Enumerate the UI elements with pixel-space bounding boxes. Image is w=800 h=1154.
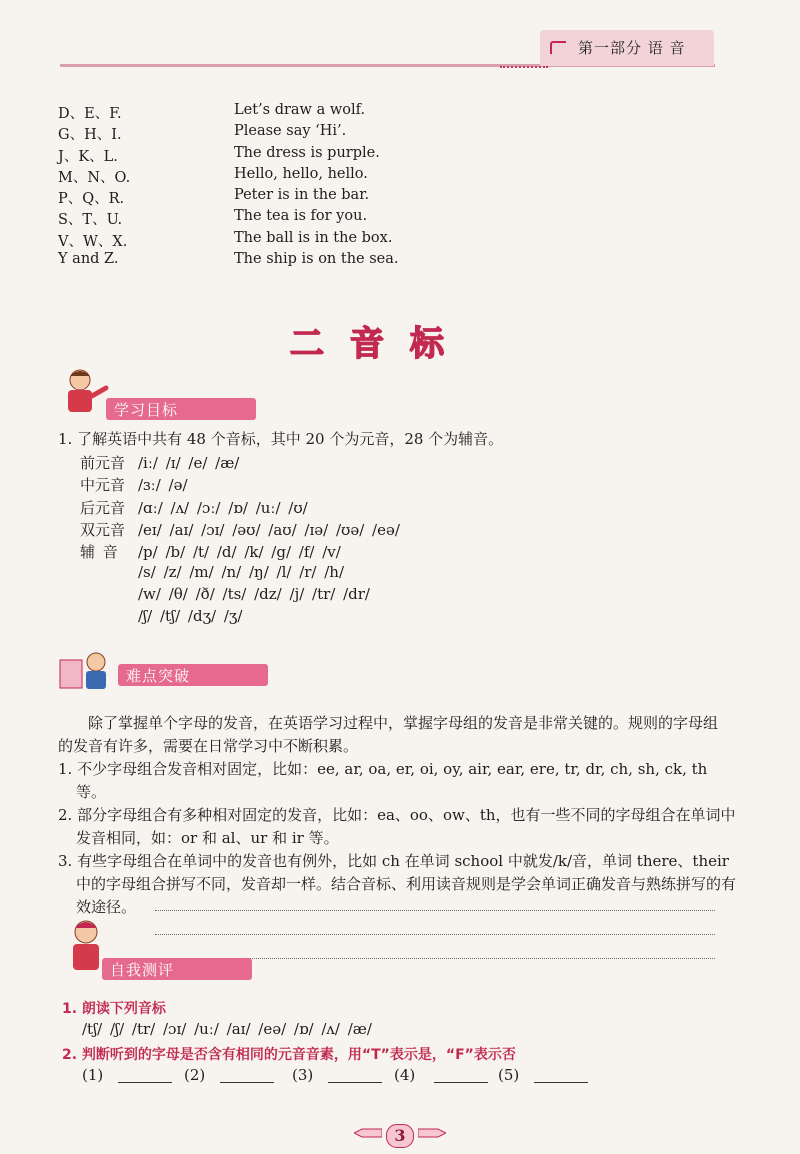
self-test-banner	[102, 958, 252, 980]
letter-row	[58, 251, 478, 271]
example-sentence: The tea is for you.	[234, 208, 368, 224]
answer-blanks	[82, 1066, 642, 1088]
teacher-figure-icon	[60, 366, 110, 418]
answer-blank[interactable]	[534, 1066, 588, 1083]
phonetic-category: 双元音	[80, 521, 126, 539]
phonetic-symbols: /ɑː/ /ʌ/ /ɔː/ /ɒ/ /uː/ /ʊ/	[138, 499, 308, 517]
phonetic-row	[80, 585, 370, 603]
phonetic-row	[80, 452, 239, 473]
difficulty-banner	[118, 664, 268, 686]
phonetic-row	[80, 519, 400, 540]
difficulty-point-2: 2. 部分字母组合有多种相对固定的发音，比如：ea、oo、ow、th，也有一些不同的字母组合在单词中发音相同，如：or 和 al、ur 和 ir 等。	[58, 806, 736, 847]
goals-intro: 1. 了解英语中共有 48 个音标，其中 20 个为元音，28 个为辅音。	[58, 430, 504, 448]
answer-blank[interactable]	[434, 1066, 488, 1083]
page-footer	[350, 1122, 450, 1150]
letter-row	[58, 102, 478, 122]
goals-banner-label: 学习目标	[114, 401, 179, 419]
phonetic-row	[80, 607, 242, 625]
letter-group: J、K、L.	[58, 149, 118, 165]
section-header	[540, 30, 714, 66]
phonetic-symbols: /ʃ/ /tʃ/ /dʒ/ /ʒ/	[138, 607, 243, 625]
header-dots	[500, 66, 548, 68]
phonetic-category: 中元音	[80, 476, 126, 494]
difficulty-banner-label: 难点突破	[126, 667, 191, 685]
letter-group: Y and Z.	[58, 251, 119, 267]
difficulty-point-1: 1. 不少字母组合发音相对固定，比如：ee, ar, oa, er, oi, oy, air, ear, ere, tr, dr, ch, sh, ck, th 等。	[58, 760, 708, 801]
difficulty-point-3: 3. 有些字母组合在单词中的发音也有例外，比如 ch 在单词 school 中就发/k/音，单词 there、their 中的字母组合拼写不同，发音却一样。结合音标、利用读音规则是学会单词正确发音与熟练拼写的有效途径。	[58, 852, 737, 916]
question-1-title: 1. 朗读下列音标	[62, 1001, 166, 1017]
self-test-banner-label: 自我测评	[110, 961, 175, 979]
letter-group: S、T、U.	[58, 212, 123, 228]
section-label: 第一部分 语 音	[578, 39, 686, 57]
blank-label: (2)	[184, 1066, 206, 1084]
pencil-right-icon	[418, 1128, 446, 1138]
letter-group: V、W、X.	[58, 234, 128, 250]
phonetic-symbols: /w/ /θ/ /ð/ /ts/ /dz/ /j/ /tr/ /dr/	[138, 585, 370, 603]
question-2-title: 2. 判断听到的字母是否含有相同的元音音素，用“T”表示是，“F”表示否	[62, 1047, 516, 1063]
letter-group: P、Q、R.	[58, 191, 125, 207]
blank-label: (1)	[82, 1066, 104, 1084]
pencil-left-icon	[354, 1128, 382, 1138]
letter-group: D、E、F.	[58, 106, 122, 122]
example-sentence: The dress is purple.	[234, 145, 380, 161]
phonetic-symbols: /ɜː/ /ə/	[138, 476, 188, 494]
blank-label: (5)	[498, 1066, 520, 1084]
example-sentence: Please say ‘Hi’.	[234, 123, 347, 139]
phonetic-symbols: /iː/ /ɪ/ /e/ /æ/	[138, 454, 240, 472]
students-reading-icon	[58, 648, 114, 692]
phonetic-row	[80, 563, 344, 581]
phonetic-category: 前元音	[80, 454, 126, 472]
blank-label: (3)	[292, 1066, 314, 1084]
letter-row	[58, 187, 478, 207]
letter-row	[58, 208, 478, 228]
phonetic-symbols: /s/ /z/ /m/ /n/ /ŋ/ /l/ /r/ /h/	[138, 563, 345, 581]
question-1-symbols: /tʃ/ /ʃ/ /tr/ /ɔɪ/ /uː/ /aɪ/ /eə/ /ɒ/ /ʌ/ /æ/	[82, 1020, 372, 1038]
phonetic-row	[80, 474, 188, 495]
bracket-icon	[550, 41, 566, 54]
phonetic-row	[80, 541, 341, 562]
letter-row	[58, 123, 478, 143]
letter-group: M、N、O.	[58, 170, 131, 186]
example-sentence: Peter is in the bar.	[234, 187, 370, 203]
goals-banner	[106, 398, 256, 420]
letter-row	[58, 230, 478, 250]
example-sentence: The ship is on the sea.	[234, 251, 399, 267]
phonetic-category: 辅 音	[80, 543, 118, 561]
difficulty-paragraph: 除了掌握单个字母的发音，在英语学习过程中，掌握字母组的发音是非常关键的。规则的字母组的发音有许多，需要在日常学习中不断积累。	[58, 714, 719, 755]
phonetic-row	[80, 497, 308, 518]
example-sentence: The ball is in the box.	[234, 230, 393, 246]
phonetic-category: 后元音	[80, 499, 126, 517]
section-title: 二音标	[290, 324, 470, 364]
example-sentence: Hello, hello, hello.	[234, 166, 368, 182]
phonetic-symbols: /p/ /b/ /t/ /d/ /k/ /g/ /f/ /v/	[138, 543, 341, 561]
letter-row	[58, 166, 478, 186]
phonetic-symbols: /eɪ/ /aɪ/ /ɔɪ/ /əʊ/ /aʊ/ /ɪə/ /ʊə/ /eə/	[138, 521, 400, 539]
letter-group: G、H、I.	[58, 127, 122, 143]
blank-label: (4)	[394, 1066, 416, 1084]
example-sentence: Let’s draw a wolf.	[234, 102, 366, 118]
answer-blank[interactable]	[220, 1066, 274, 1083]
writing-line[interactable]	[155, 934, 715, 935]
answer-blank[interactable]	[118, 1066, 172, 1083]
writing-line[interactable]	[155, 910, 715, 911]
page-number: 3	[386, 1124, 414, 1148]
answer-blank[interactable]	[328, 1066, 382, 1083]
letter-row	[58, 145, 478, 165]
